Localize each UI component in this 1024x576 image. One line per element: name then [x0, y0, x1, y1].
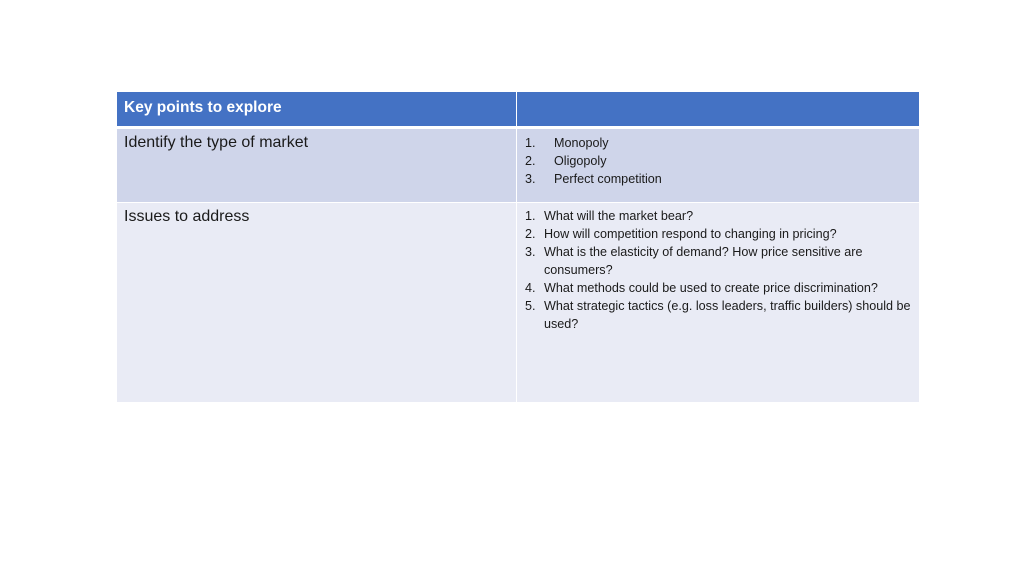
list-text: Monopoly: [554, 136, 609, 150]
list-text: Oligopoly: [554, 154, 607, 168]
list-item: [525, 225, 919, 243]
list-text: What will the market bear?: [544, 209, 694, 223]
list-item: [525, 297, 919, 333]
header-title: Key points to explore: [124, 99, 282, 116]
list-number: 3.: [525, 245, 536, 259]
list-text: What methods could be used to create price discrimination?: [544, 281, 878, 295]
row-issues-label-cell: [117, 203, 517, 402]
list-item: [525, 152, 919, 170]
issues-list: [517, 203, 919, 333]
list-text: Perfect competition: [554, 172, 662, 186]
list-item: [525, 134, 919, 152]
list-number: 5.: [525, 299, 536, 313]
list-number: 2.: [525, 154, 536, 168]
list-item: [525, 243, 919, 279]
list-number: 3.: [525, 172, 536, 186]
header-cell-empty: [517, 92, 919, 129]
list-number: 1.: [525, 136, 536, 150]
list-number: 1.: [525, 209, 536, 223]
list-text: What strategic tactics (e.g. loss leaders, traffic builders) should be used?: [544, 299, 911, 331]
list-item: [525, 207, 919, 225]
list-number: 4.: [525, 281, 536, 295]
row-label-market-type: Identify the type of market: [124, 134, 309, 151]
row-issues-list-cell: [517, 203, 919, 402]
list-text: What is the elasticity of demand? How price sensitive are consumers?: [544, 245, 863, 277]
list-item: [525, 170, 919, 188]
list-text: How will competition respond to changing in pricing?: [544, 227, 837, 241]
key-points-table: [117, 92, 919, 402]
row-market-type-label-cell: [117, 129, 517, 203]
row-label-issues: Issues to address: [124, 208, 250, 225]
list-number: 2.: [525, 227, 536, 241]
row-market-type-list-cell: [517, 129, 919, 203]
market-type-list: [517, 129, 919, 188]
list-item: [525, 279, 919, 297]
header-cell-key-points: [117, 92, 517, 129]
